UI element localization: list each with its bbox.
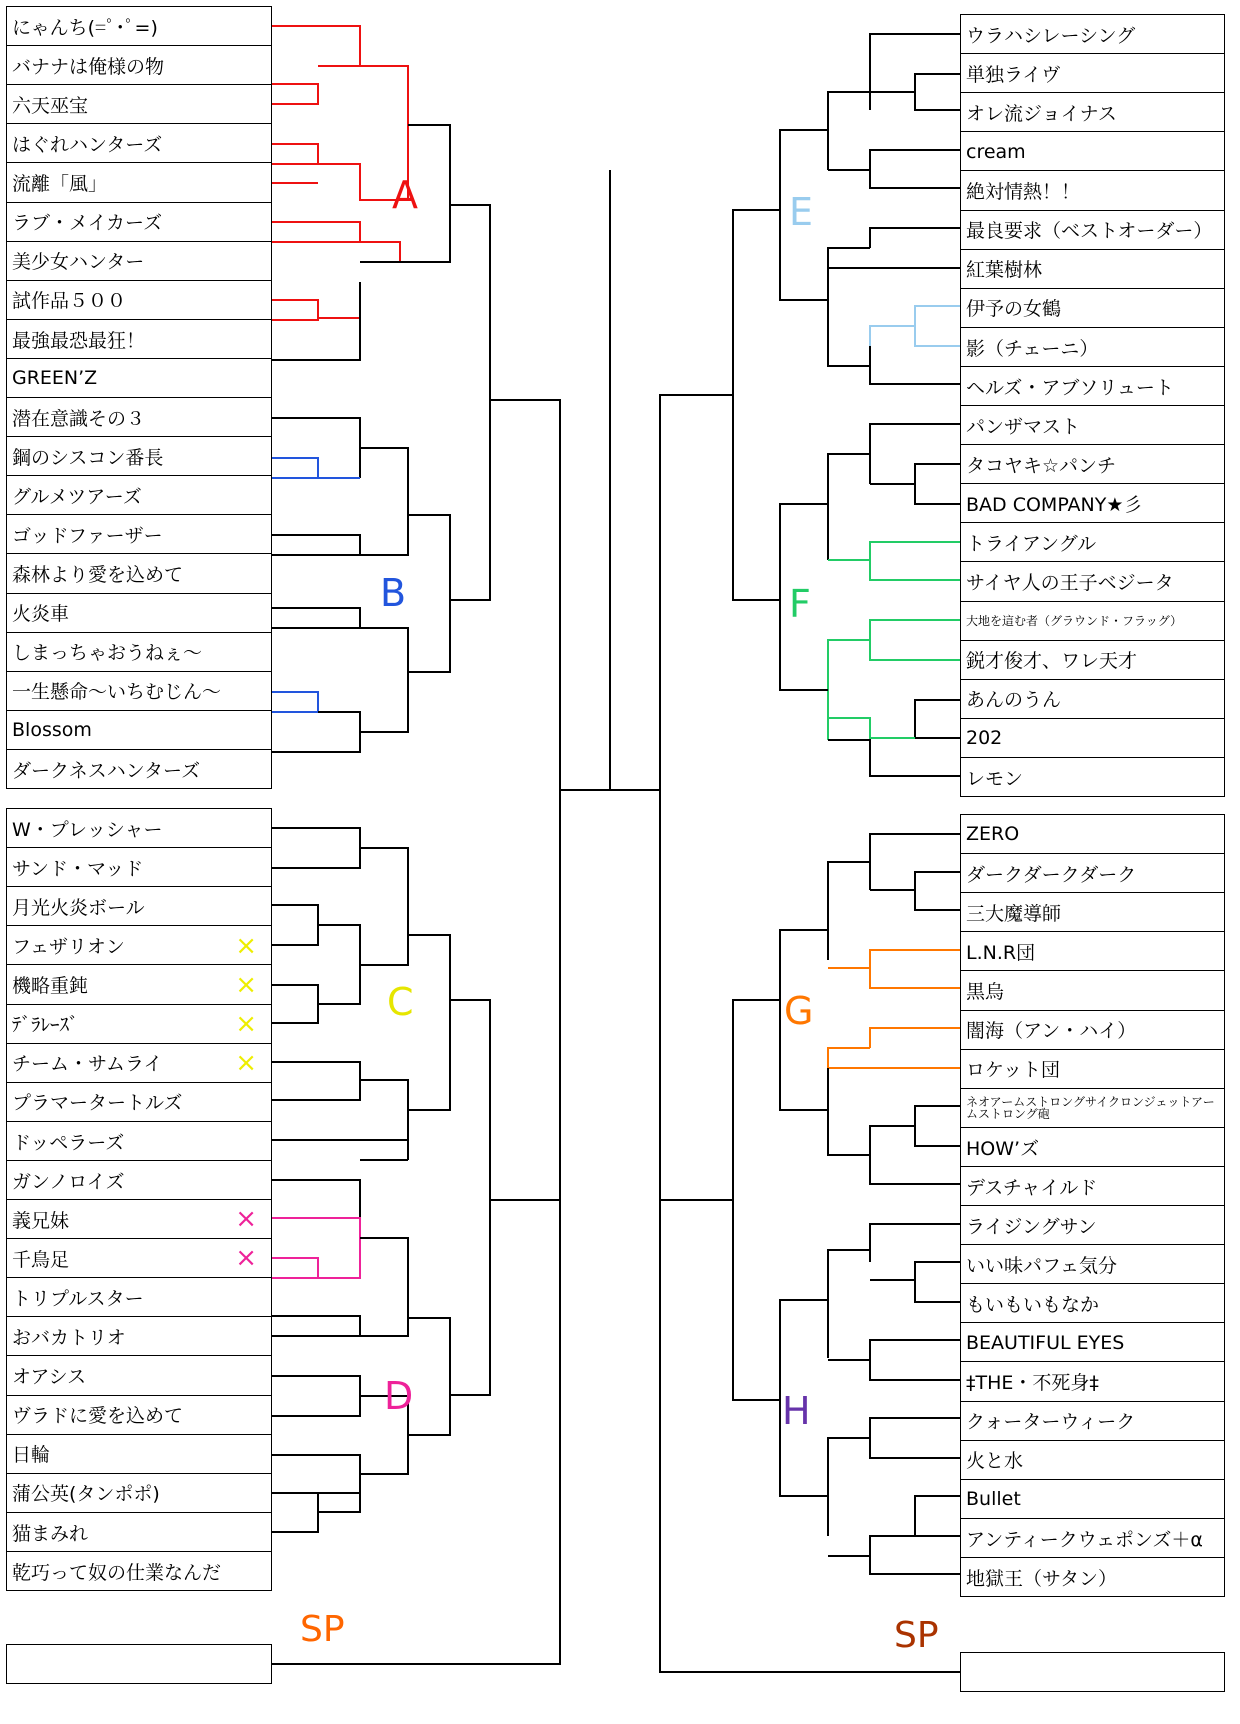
right-team-29 bbox=[960, 1127, 1225, 1168]
bracket-line-92 bbox=[828, 740, 960, 776]
team-name: あんのうん bbox=[966, 689, 1062, 712]
bracket-line-20 bbox=[360, 448, 408, 515]
right-team-8 bbox=[960, 288, 1225, 329]
right-team-23 bbox=[960, 892, 1225, 933]
left-team-11 bbox=[6, 397, 272, 438]
bracket-line-88 bbox=[870, 620, 960, 660]
bracket-line-2 bbox=[272, 84, 318, 104]
bracket-line-18 bbox=[272, 458, 318, 478]
team-name: Blossom bbox=[12, 719, 92, 742]
bracket-line-60 bbox=[408, 1395, 450, 1435]
group-label-b: B bbox=[380, 571, 407, 615]
bracket-line-34 bbox=[272, 905, 318, 945]
right-team-26 bbox=[960, 1010, 1225, 1051]
left-team-10 bbox=[6, 358, 272, 399]
team-name: チーム・サムライ bbox=[12, 1053, 163, 1076]
bracket-line-47 bbox=[272, 1218, 360, 1258]
right-team-20 bbox=[960, 757, 1225, 798]
bracket-line-35 bbox=[318, 925, 360, 965]
bracket-line-75 bbox=[915, 306, 960, 346]
left-team-34 bbox=[6, 1316, 272, 1357]
right-team-36 bbox=[960, 1401, 1225, 1442]
team-name: 影（チェーニ） bbox=[966, 337, 1099, 360]
left-team-32 bbox=[6, 1238, 272, 1279]
group-label-a: A bbox=[392, 173, 418, 217]
left-team-27 bbox=[6, 1043, 272, 1084]
team-name: 流離「風」 bbox=[12, 173, 108, 196]
left-team-25 bbox=[6, 964, 272, 1005]
team-name: ネオアームストロングサイクロンジェットアームストロング砲 bbox=[966, 1094, 1215, 1121]
right-team-21 bbox=[960, 814, 1225, 855]
bracket-line-69 bbox=[828, 92, 870, 170]
team-name: トライアングル bbox=[966, 533, 1097, 556]
bracket-line-104 bbox=[828, 1048, 960, 1068]
left-team-39 bbox=[6, 1512, 272, 1553]
team-name: Bullet bbox=[966, 1487, 1021, 1510]
team-name: 機略重鈍 bbox=[12, 975, 89, 998]
eliminated-cross-icon: × bbox=[235, 1243, 257, 1274]
left-team-19 bbox=[6, 710, 272, 751]
left-team-22 bbox=[6, 847, 272, 888]
bracket-line-4 bbox=[360, 66, 408, 125]
bracket-line-51 bbox=[272, 1316, 360, 1336]
bracket-line-67 bbox=[915, 74, 960, 110]
team-name: ゴッドファーザー bbox=[12, 525, 163, 548]
bracket-line-61 bbox=[450, 1000, 490, 1395]
bracket-line-48 bbox=[272, 1258, 318, 1278]
left-team-21 bbox=[6, 808, 272, 849]
right-team-40 bbox=[960, 1557, 1225, 1598]
bracket-line-10 bbox=[360, 242, 400, 262]
left-team-35 bbox=[6, 1355, 272, 1396]
bracket-line-29 bbox=[408, 600, 450, 672]
team-name: 潜在意識その３ bbox=[12, 407, 146, 430]
team-name: トリプルスター bbox=[12, 1287, 144, 1310]
bracket-line-21 bbox=[272, 535, 360, 555]
group-label-g: G bbox=[784, 989, 814, 1033]
bracket-line-16 bbox=[450, 205, 490, 400]
bracket-line-85 bbox=[870, 542, 960, 580]
left-team-15 bbox=[6, 553, 272, 594]
group-label-e: E bbox=[789, 190, 814, 234]
bracket-line-46 bbox=[408, 1000, 450, 1110]
team-name: L.N.R団 bbox=[966, 942, 1036, 965]
right-team-31 bbox=[960, 1205, 1225, 1246]
bracket-line-50 bbox=[360, 1238, 408, 1298]
left-team-16 bbox=[6, 593, 272, 634]
team-name: ウラハシレーシング bbox=[966, 24, 1136, 47]
team-name: ダークネスハンターズ bbox=[12, 759, 201, 782]
team-name: ZERO bbox=[966, 823, 1020, 846]
right-team-33 bbox=[960, 1283, 1225, 1324]
right-team-7 bbox=[960, 249, 1225, 290]
right-team-2 bbox=[960, 53, 1225, 94]
team-name: 乾巧って奴の仕業なんだ bbox=[12, 1561, 222, 1584]
left-team-36 bbox=[6, 1395, 272, 1436]
bracket-line-122 bbox=[780, 1460, 828, 1496]
eliminated-cross-icon: × bbox=[235, 969, 257, 1000]
bracket-line-118 bbox=[828, 1438, 870, 1536]
left-team-7 bbox=[6, 241, 272, 282]
sp-label-left: SP bbox=[300, 1609, 345, 1650]
bracket-line-22 bbox=[360, 515, 408, 555]
team-name: 鋭才俊才、ワレ天才 bbox=[966, 650, 1138, 673]
right-team-11 bbox=[960, 405, 1225, 446]
bracket-line-36 bbox=[272, 985, 318, 1023]
team-name: 森林より愛を込めて bbox=[12, 564, 184, 587]
team-name: パンザマスト bbox=[966, 415, 1081, 438]
bracket-line-12 bbox=[318, 282, 360, 318]
bracket-line-11 bbox=[272, 300, 318, 320]
team-name: 美少女ハンター bbox=[12, 251, 145, 274]
left-team-33 bbox=[6, 1277, 272, 1318]
right-team-34 bbox=[960, 1322, 1225, 1363]
left-team-31 bbox=[6, 1199, 272, 1240]
team-name: ガンノロイズ bbox=[12, 1170, 125, 1193]
bracket-line-44 bbox=[272, 1180, 360, 1218]
bracket-line-111 bbox=[915, 1262, 960, 1302]
right-team-12 bbox=[960, 444, 1225, 485]
team-name: 火炎車 bbox=[12, 603, 70, 626]
left-team-4 bbox=[6, 123, 272, 164]
bracket-line-9 bbox=[272, 222, 360, 242]
bracket-line-17 bbox=[272, 418, 360, 478]
left-team-29 bbox=[6, 1121, 272, 1162]
left-team-12 bbox=[6, 436, 272, 477]
left-team-9 bbox=[6, 319, 272, 360]
left-team-6 bbox=[6, 202, 272, 243]
team-name: しまっちゃおうねぇ～ bbox=[12, 642, 203, 665]
bracket-line-52 bbox=[360, 1298, 408, 1336]
right-team-25 bbox=[960, 970, 1225, 1011]
right-team-5 bbox=[960, 170, 1225, 211]
team-name: W・プレッシャー bbox=[12, 818, 163, 841]
bracket-line-109 bbox=[733, 1000, 780, 1200]
bracket-line-33 bbox=[360, 848, 408, 905]
left-team-2 bbox=[6, 45, 272, 86]
right-team-9 bbox=[960, 327, 1225, 368]
team-name: 義兄妹 bbox=[12, 1209, 70, 1232]
group-label-h: H bbox=[782, 1389, 811, 1433]
team-name: 最良要求（ベストオーダー） bbox=[966, 220, 1213, 243]
team-name: 月光火炎ボール bbox=[12, 896, 145, 919]
right-team-13 bbox=[960, 483, 1225, 524]
left-team-13 bbox=[6, 475, 272, 516]
bracket-line-32 bbox=[272, 828, 360, 868]
right-team-30 bbox=[960, 1166, 1225, 1207]
bracket-line-54 bbox=[272, 1376, 360, 1416]
right-team-28 bbox=[960, 1088, 1225, 1129]
team-name: 地獄王（サタン） bbox=[966, 1567, 1118, 1590]
team-name: 単独ライヴ bbox=[966, 63, 1061, 86]
team-name: 大地を這む者（グラウンド・フラッグ） bbox=[966, 614, 1183, 629]
bracket-line-91 bbox=[828, 718, 915, 738]
right-team-24 bbox=[960, 931, 1225, 972]
bracket-line-38 bbox=[360, 905, 408, 965]
bracket-line-40 bbox=[272, 1062, 360, 1100]
group-label-f: F bbox=[789, 582, 811, 626]
bracket-line-56 bbox=[272, 1455, 360, 1493]
bracket-line-28 bbox=[360, 672, 408, 732]
sp-box-left bbox=[6, 1644, 272, 1684]
left-team-40 bbox=[6, 1551, 272, 1592]
team-name: ドッペラーズ bbox=[12, 1131, 125, 1154]
team-name: もいもいもなか bbox=[966, 1293, 1100, 1316]
bracket-line-80 bbox=[733, 210, 780, 395]
right-team-37 bbox=[960, 1440, 1225, 1481]
team-name: 最強最恐最狂！ bbox=[12, 329, 146, 352]
bracket-line-114 bbox=[870, 1340, 960, 1380]
group-label-d: D bbox=[384, 1374, 414, 1418]
team-name: 日輪 bbox=[12, 1444, 51, 1467]
bracket-line-82 bbox=[915, 464, 960, 504]
bracket-line-119 bbox=[915, 1496, 960, 1536]
team-name: デスチャイルド bbox=[966, 1176, 1098, 1199]
bracket-line-70 bbox=[870, 150, 960, 188]
team-name: 紅葉樹林 bbox=[966, 259, 1043, 282]
bracket-line-113 bbox=[828, 1250, 870, 1358]
sp-box-right bbox=[960, 1652, 1225, 1692]
left-team-8 bbox=[6, 280, 272, 321]
left-team-17 bbox=[6, 632, 272, 673]
team-name: タコヤキ☆パンチ bbox=[966, 454, 1117, 477]
team-name: フェザリオン bbox=[12, 936, 125, 959]
left-team-5 bbox=[6, 162, 272, 203]
team-name: 六天巫宝 bbox=[12, 94, 89, 117]
bracket-line-59 bbox=[360, 1455, 408, 1474]
team-name: 黒烏 bbox=[966, 981, 1005, 1004]
team-name: ヴラドに愛を込めて bbox=[12, 1405, 184, 1428]
bracket-line-95 bbox=[660, 395, 733, 790]
left-team-23 bbox=[6, 886, 272, 927]
team-name: 蒲公英(タンポポ) bbox=[12, 1483, 160, 1506]
left-team-20 bbox=[6, 749, 272, 790]
team-name: 猫まみれ bbox=[12, 1522, 89, 1545]
bracket-line-105 bbox=[915, 1106, 960, 1146]
team-name: 一生懸命～いちむじん～ bbox=[12, 681, 222, 704]
bracket-line-124 bbox=[660, 790, 733, 1200]
team-name: 火と水 bbox=[966, 1450, 1024, 1473]
eliminated-cross-icon: × bbox=[235, 1008, 257, 1039]
bracket-line-57 bbox=[272, 1493, 318, 1532]
bracket-line-62 bbox=[490, 790, 560, 1200]
bracket-line-103 bbox=[870, 1028, 960, 1048]
team-name: バナナは俺様の物 bbox=[12, 55, 165, 78]
eliminated-cross-icon: × bbox=[235, 1047, 257, 1078]
bracket-line-79 bbox=[780, 248, 828, 300]
bracket-line-116 bbox=[780, 1300, 828, 1460]
bracket-line-123 bbox=[733, 1200, 780, 1400]
team-name: サンド・マッド bbox=[12, 857, 144, 880]
team-name: ﾃﾞﾗﾚｰｽﾞ bbox=[12, 1014, 79, 1037]
team-name: ロケット団 bbox=[966, 1059, 1061, 1082]
team-name: オレ流ジョイナス bbox=[966, 102, 1117, 125]
team-name: プラマータートルズ bbox=[12, 1092, 183, 1115]
left-team-3 bbox=[6, 84, 272, 125]
bracket-line-125 bbox=[660, 790, 960, 1672]
bracket-line-90 bbox=[915, 700, 960, 738]
bracket-line-89 bbox=[828, 640, 870, 740]
team-name: サイヤ人の王子ベジータ bbox=[966, 572, 1174, 595]
bracket-line-76 bbox=[870, 326, 915, 346]
bracket-line-84 bbox=[828, 454, 870, 560]
bracket-line-49 bbox=[318, 1258, 360, 1278]
left-team-24 bbox=[6, 925, 272, 966]
right-team-32 bbox=[960, 1244, 1225, 1285]
team-name: いい味パフェ気分 bbox=[966, 1254, 1118, 1277]
right-team-22 bbox=[960, 853, 1225, 894]
team-name: おバカトリオ bbox=[12, 1327, 126, 1350]
group-label-c: C bbox=[387, 980, 414, 1024]
eliminated-cross-icon: × bbox=[235, 930, 257, 961]
right-team-3 bbox=[960, 92, 1225, 133]
bracket-line-77 bbox=[870, 346, 960, 384]
right-team-19 bbox=[960, 718, 1225, 759]
bracket-line-23 bbox=[408, 515, 450, 600]
team-name: にゃんち(=ﾟ･ﾟ=) bbox=[12, 16, 158, 39]
bracket-line-41 bbox=[360, 1080, 408, 1140]
team-name: 三大魔導師 bbox=[966, 902, 1062, 925]
right-team-4 bbox=[960, 131, 1225, 172]
team-name: ラブ・メイカーズ bbox=[12, 212, 163, 235]
left-team-18 bbox=[6, 671, 272, 712]
team-name: BAD COMPANY★彡 bbox=[966, 493, 1143, 516]
team-name: アンティークウェポンズ＋α bbox=[966, 1528, 1203, 1551]
bracket-line-25 bbox=[360, 628, 408, 672]
team-name: 絶対情熱！！ bbox=[966, 181, 1081, 204]
team-name: ‡THE・不死身‡ bbox=[966, 1372, 1099, 1395]
bracket-line-26 bbox=[272, 692, 318, 712]
bracket-line-30 bbox=[450, 400, 490, 600]
team-name: はぐれハンターズ bbox=[12, 134, 163, 157]
team-name: オアシス bbox=[12, 1366, 87, 1389]
bracket-line-120 bbox=[870, 1536, 960, 1574]
left-team-14 bbox=[6, 514, 272, 555]
team-name: 千鳥足 bbox=[12, 1248, 70, 1271]
left-team-38 bbox=[6, 1473, 272, 1514]
team-name: cream bbox=[966, 140, 1026, 163]
left-team-28 bbox=[6, 1082, 272, 1123]
bracket-line-78 bbox=[828, 268, 870, 366]
team-name: ダークダークダーク bbox=[966, 863, 1137, 886]
bracket-line-107 bbox=[828, 1068, 870, 1155]
team-name: 伊予の女鶴 bbox=[966, 298, 1062, 321]
right-team-17 bbox=[960, 640, 1225, 681]
left-team-26 bbox=[6, 1004, 272, 1045]
team-name: ライジングサン bbox=[966, 1215, 1097, 1238]
left-team-37 bbox=[6, 1434, 272, 1475]
right-team-35 bbox=[960, 1361, 1225, 1402]
right-team-39 bbox=[960, 1518, 1225, 1559]
left-team-1 bbox=[6, 6, 272, 47]
team-name: 試作品５００ bbox=[12, 290, 127, 313]
bracket-line-117 bbox=[870, 1418, 960, 1458]
team-name: 闇海（アン・ハイ） bbox=[966, 1020, 1137, 1043]
team-name: GREEN’Z bbox=[12, 367, 98, 390]
bracket-line-110 bbox=[870, 1224, 960, 1262]
team-name: BEAUTIFUL EYES bbox=[966, 1331, 1125, 1354]
right-team-10 bbox=[960, 366, 1225, 407]
right-team-14 bbox=[960, 522, 1225, 563]
sp-label-right: SP bbox=[894, 1615, 939, 1656]
team-name: HOW’ズ bbox=[966, 1137, 1040, 1160]
bracket-line-74 bbox=[828, 248, 960, 268]
bracket-line-37 bbox=[318, 965, 360, 1004]
team-name: グルメツアーズ bbox=[12, 485, 142, 508]
right-team-38 bbox=[960, 1479, 1225, 1520]
team-name: 鋼のシスコン番長 bbox=[12, 446, 164, 469]
bracket-line-73 bbox=[870, 228, 960, 248]
right-team-27 bbox=[960, 1049, 1225, 1090]
team-name: ヘルズ・アブソリュート bbox=[966, 376, 1174, 399]
right-team-1 bbox=[960, 14, 1225, 55]
bracket-line-100 bbox=[870, 950, 960, 988]
bracket-line-5 bbox=[272, 144, 318, 164]
bracket-line-53 bbox=[408, 1318, 450, 1395]
bracket-line-94 bbox=[733, 395, 780, 600]
right-team-18 bbox=[960, 679, 1225, 720]
bracket-line-93 bbox=[780, 680, 828, 690]
right-team-6 bbox=[960, 210, 1225, 251]
bracket-line-31 bbox=[490, 400, 560, 790]
team-name: 202 bbox=[966, 727, 1003, 750]
right-team-15 bbox=[960, 561, 1225, 602]
bracket-line-97 bbox=[915, 872, 960, 910]
bracket-line-24 bbox=[272, 608, 360, 628]
bracket-line-39 bbox=[408, 935, 450, 1000]
bracket-line-108 bbox=[780, 1060, 828, 1110]
bracket-line-27 bbox=[272, 712, 360, 752]
bracket-line-1 bbox=[272, 26, 360, 66]
right-team-16 bbox=[960, 601, 1225, 642]
eliminated-cross-icon: × bbox=[235, 1204, 257, 1235]
bracket-line-99 bbox=[828, 862, 870, 960]
left-team-30 bbox=[6, 1160, 272, 1201]
team-name: レモン bbox=[966, 767, 1024, 790]
team-name: クォーターウィーク bbox=[966, 1411, 1136, 1434]
